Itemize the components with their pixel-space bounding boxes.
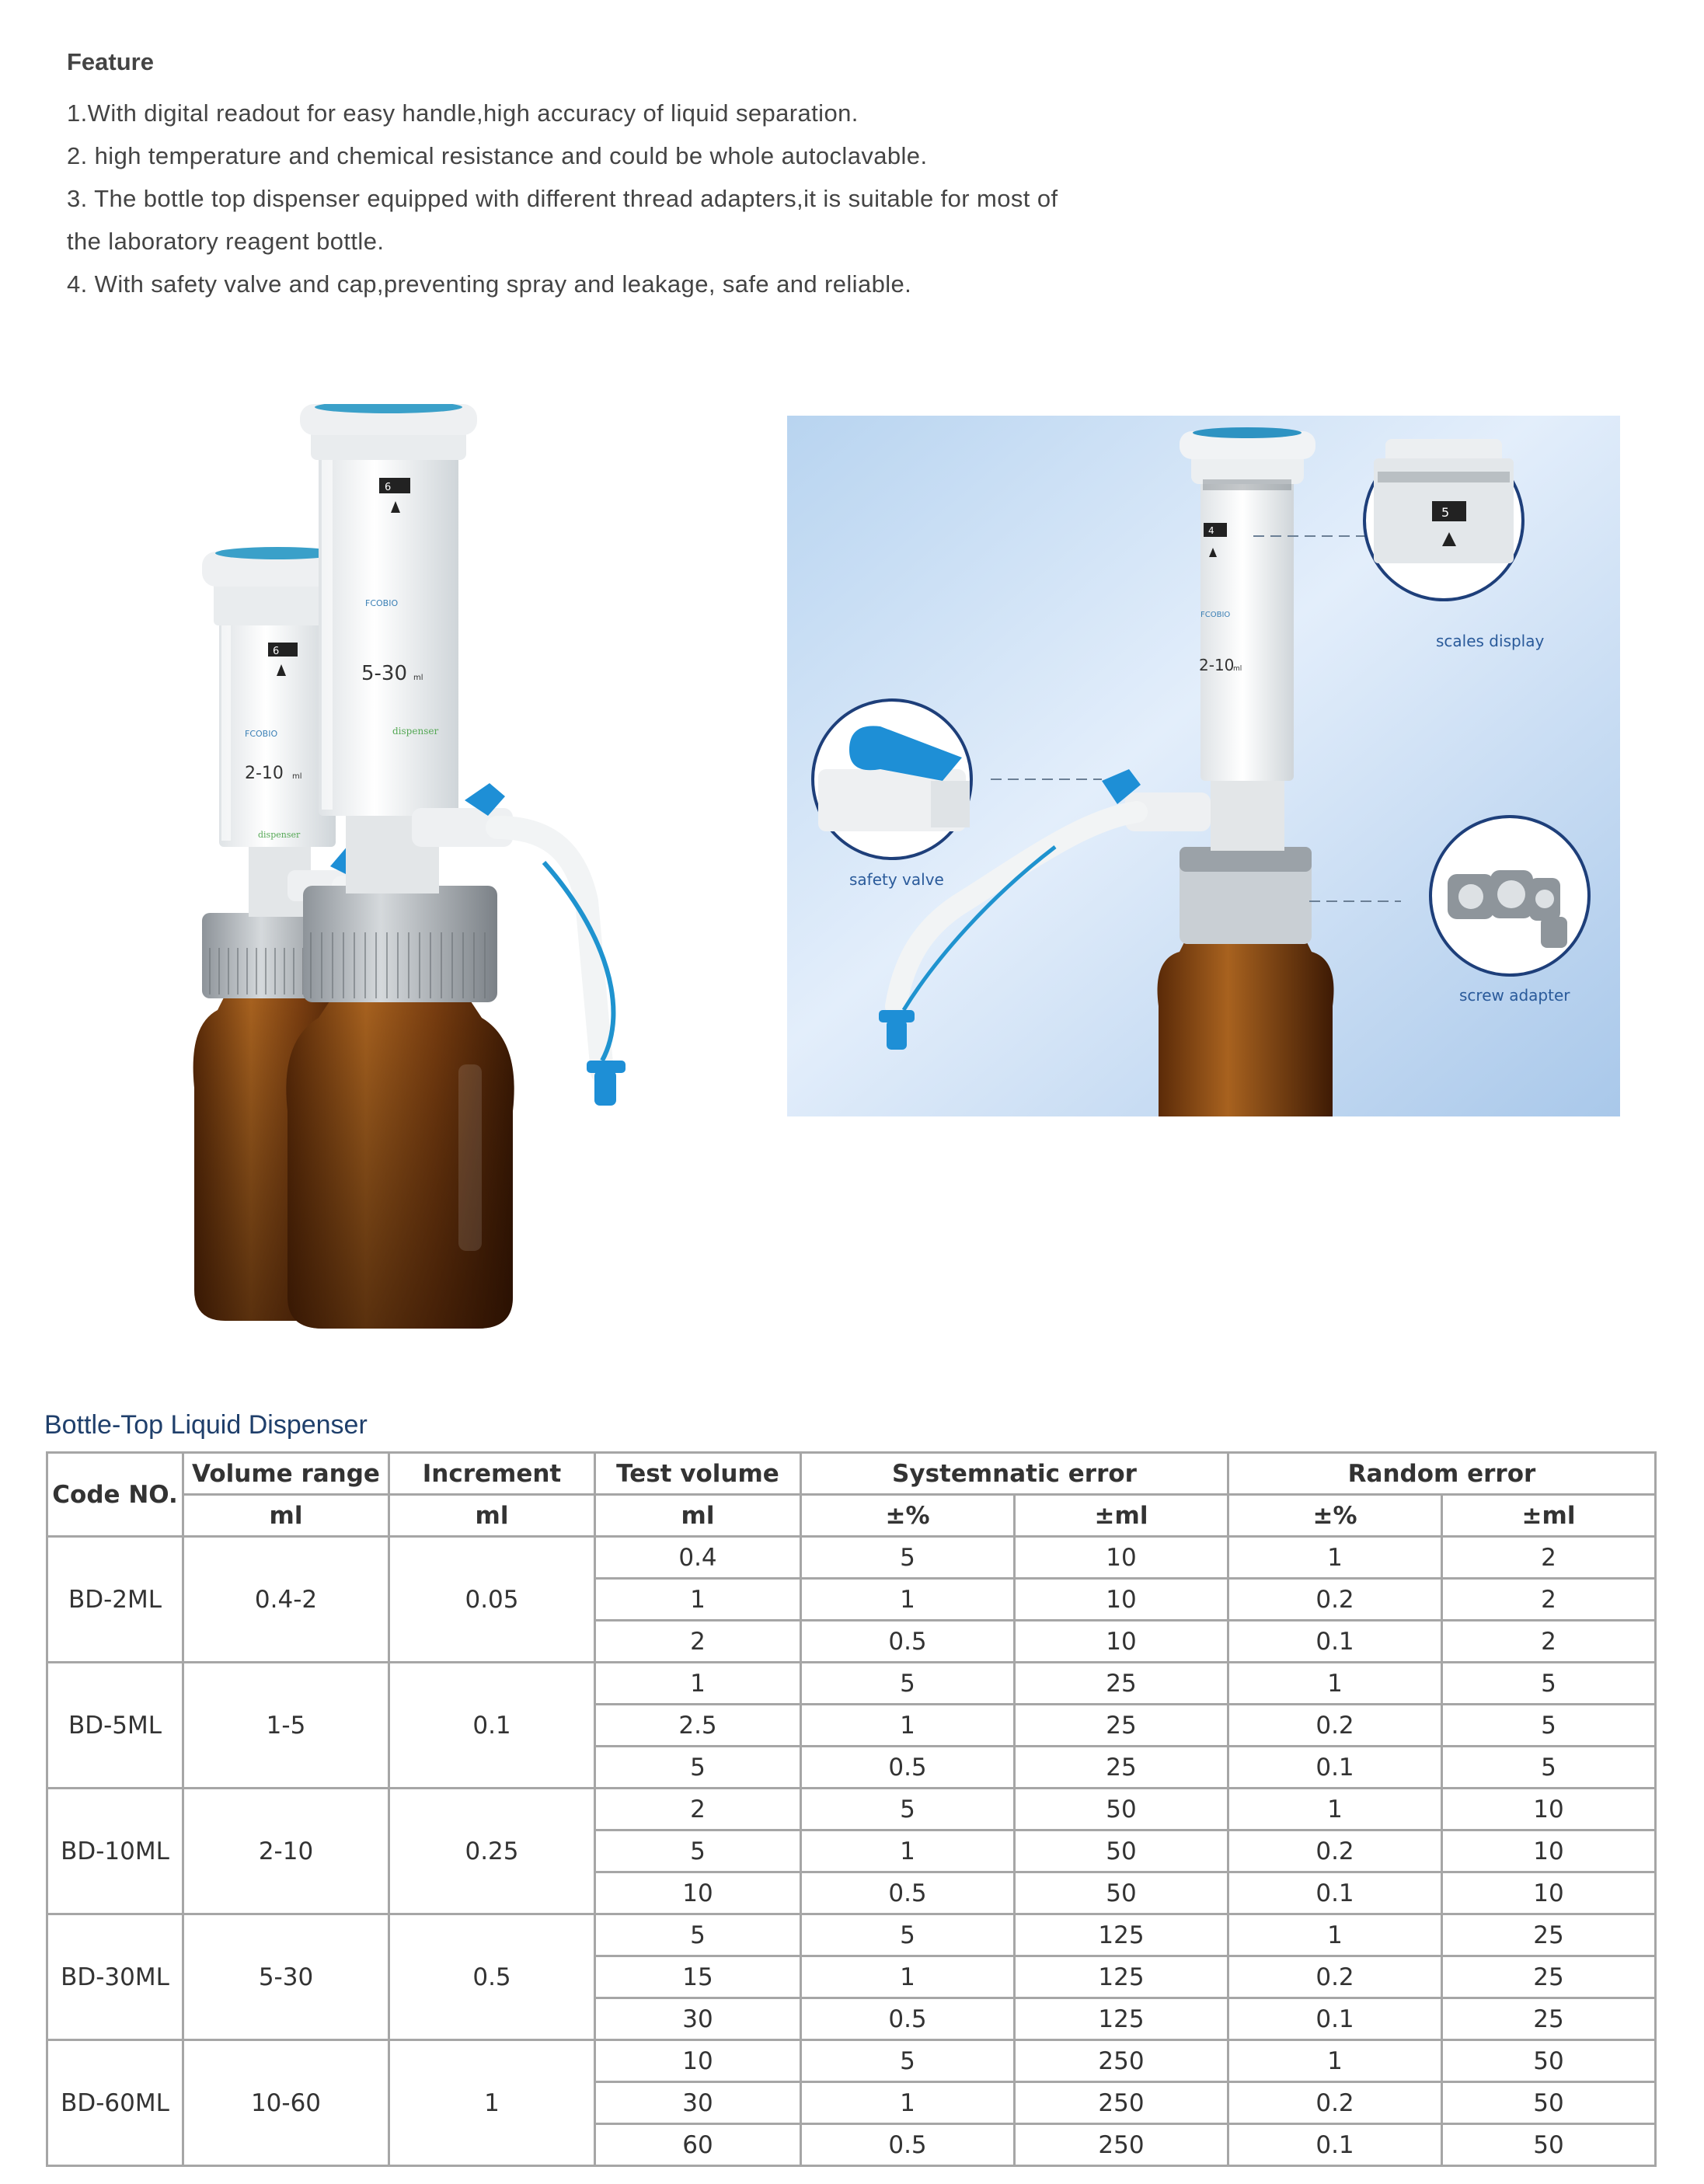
large-dispenser-word: dispenser xyxy=(392,726,439,737)
header-systematic-error: Systemnatic error xyxy=(801,1453,1228,1495)
cell-rand-pct: 0.2 xyxy=(1228,2082,1442,2124)
cell-sys-pct: 0.5 xyxy=(801,2124,1015,2166)
cell-range: 1-5 xyxy=(183,1663,389,1789)
cell-rand-pct: 1 xyxy=(1228,1914,1442,1956)
table-row xyxy=(47,2040,1656,2082)
cell-test: 2.5 xyxy=(595,1705,801,1747)
cell-sys-pct: 0.5 xyxy=(801,1872,1015,1914)
unit-volume: ml xyxy=(183,1495,389,1537)
feature-line-2: 2. high temperature and chemical resistance and could be whole autoclavable. xyxy=(67,142,928,169)
cell-sys-pct: 0.5 xyxy=(801,1998,1015,2040)
large-range-unit: ml xyxy=(413,674,423,682)
cell-rand-ml: 5 xyxy=(1442,1705,1656,1747)
large-range-label: 5-30 xyxy=(361,662,408,685)
feature-section xyxy=(67,48,1178,305)
cell-range: 0.4-2 xyxy=(183,1537,389,1663)
small-display-digit: 6 xyxy=(273,646,280,657)
cell-rand-ml: 10 xyxy=(1442,1789,1656,1830)
cell-rand-ml: 50 xyxy=(1442,2040,1656,2082)
cell-code: BD-30ML xyxy=(47,1914,183,2040)
cell-increment: 0.5 xyxy=(389,1914,595,2040)
feature-line-3: 3. The bottle top dispenser equipped with different thread adapters,it is suitable for most of xyxy=(67,185,1058,212)
feature-heading: Feature xyxy=(67,48,154,75)
cell-rand-pct: 0.1 xyxy=(1228,1872,1442,1914)
cell-test: 15 xyxy=(595,1956,801,1998)
unit-sys-pct: ±% xyxy=(801,1495,1015,1537)
cell-increment: 0.05 xyxy=(389,1537,595,1663)
cell-sys-ml: 25 xyxy=(1015,1663,1228,1705)
cell-sys-pct: 5 xyxy=(801,1537,1015,1579)
photo-right-display: 4 xyxy=(1208,525,1214,536)
cell-sys-ml: 25 xyxy=(1015,1747,1228,1789)
cell-increment: 1 xyxy=(389,2040,595,2166)
cell-rand-ml: 25 xyxy=(1442,1956,1656,1998)
cell-test: 5 xyxy=(595,1914,801,1956)
cell-test: 1 xyxy=(595,1663,801,1705)
cell-test: 30 xyxy=(595,1998,801,2040)
cell-sys-ml: 250 xyxy=(1015,2040,1228,2082)
table-row xyxy=(47,1914,1656,1956)
cell-sys-pct: 0.5 xyxy=(801,1747,1015,1789)
cell-rand-pct: 1 xyxy=(1228,1537,1442,1579)
cell-sys-pct: 1 xyxy=(801,1956,1015,1998)
cell-code: BD-60ML xyxy=(47,2040,183,2166)
cell-rand-pct: 1 xyxy=(1228,2040,1442,2082)
cell-rand-ml: 2 xyxy=(1442,1621,1656,1663)
photo-right-range: 2-10 xyxy=(1199,656,1235,674)
cell-rand-pct: 0.1 xyxy=(1228,1998,1442,2040)
cell-rand-ml: 50 xyxy=(1442,2124,1656,2166)
photo-right-brand: FCOBIO xyxy=(1200,611,1231,619)
large-display-digit: 6 xyxy=(385,482,392,493)
cell-sys-ml: 50 xyxy=(1015,1789,1228,1830)
unit-rand-pct: ±% xyxy=(1228,1495,1442,1537)
cell-sys-pct: 5 xyxy=(801,1914,1015,1956)
cell-test: 10 xyxy=(595,2040,801,2082)
cell-rand-pct: 0.2 xyxy=(1228,1830,1442,1872)
cell-rand-ml: 5 xyxy=(1442,1747,1656,1789)
product-photo-two-dispensers xyxy=(171,404,769,1336)
cell-rand-ml: 10 xyxy=(1442,1830,1656,1872)
cell-rand-ml: 50 xyxy=(1442,2082,1656,2124)
feature-line-4: the laboratory reagent bottle. xyxy=(67,228,385,255)
cell-sys-ml: 10 xyxy=(1015,1579,1228,1621)
cell-code: BD-10ML xyxy=(47,1789,183,1914)
cell-rand-ml: 25 xyxy=(1442,1998,1656,2040)
callout-adapter-label: screw adapter xyxy=(1459,986,1570,1005)
small-range-label: 2-10 xyxy=(245,764,284,783)
cell-sys-ml: 10 xyxy=(1015,1537,1228,1579)
cell-rand-pct: 1 xyxy=(1228,1663,1442,1705)
cell-sys-ml: 25 xyxy=(1015,1705,1228,1747)
cell-sys-ml: 10 xyxy=(1015,1621,1228,1663)
small-dispenser-word: dispenser xyxy=(258,830,301,840)
cell-rand-pct: 0.1 xyxy=(1228,1621,1442,1663)
header-test: Test volume xyxy=(595,1453,801,1495)
zoom-display-digit: 5 xyxy=(1441,505,1450,520)
cell-sys-ml: 125 xyxy=(1015,1956,1228,1998)
cell-code: BD-5ML xyxy=(47,1663,183,1789)
cell-sys-pct: 5 xyxy=(801,1663,1015,1705)
cell-test: 5 xyxy=(595,1747,801,1789)
cell-sys-pct: 1 xyxy=(801,2082,1015,2124)
cell-sys-ml: 250 xyxy=(1015,2124,1228,2166)
callout-scales-label: scales display xyxy=(1436,632,1545,650)
unit-rand-ml: ±ml xyxy=(1442,1495,1656,1537)
unit-increment: ml xyxy=(389,1495,595,1537)
unit-test: ml xyxy=(595,1495,801,1537)
cell-range: 5-30 xyxy=(183,1914,389,2040)
cell-rand-pct: 0.2 xyxy=(1228,1579,1442,1621)
cell-code: BD-2ML xyxy=(47,1537,183,1663)
table-row xyxy=(47,1789,1656,1830)
cell-sys-pct: 1 xyxy=(801,1705,1015,1747)
cell-sys-pct: 5 xyxy=(801,1789,1015,1830)
product-photo-callouts xyxy=(787,416,1620,1116)
cell-sys-ml: 250 xyxy=(1015,2082,1228,2124)
cell-test: 30 xyxy=(595,2082,801,2124)
cell-rand-pct: 1 xyxy=(1228,1789,1442,1830)
cell-increment: 0.25 xyxy=(389,1789,595,1914)
header-increment: Increment xyxy=(389,1453,595,1495)
cell-sys-pct: 1 xyxy=(801,1830,1015,1872)
cell-increment: 0.1 xyxy=(389,1663,595,1789)
table-title: Bottle-Top Liquid Dispenser xyxy=(44,1410,368,1440)
callout-valve-label: safety valve xyxy=(849,870,944,889)
cell-rand-ml: 25 xyxy=(1442,1914,1656,1956)
cell-sys-ml: 125 xyxy=(1015,1998,1228,2040)
cell-sys-ml: 50 xyxy=(1015,1830,1228,1872)
cell-rand-ml: 2 xyxy=(1442,1579,1656,1621)
table-row xyxy=(47,1537,1656,1579)
unit-sys-ml: ±ml xyxy=(1015,1495,1228,1537)
small-range-unit: ml xyxy=(292,772,302,781)
feature-line-5: 4. With safety valve and cap,preventing spray and leakage, safe and reliable. xyxy=(67,270,912,298)
cell-test: 0.4 xyxy=(595,1537,801,1579)
cell-sys-ml: 50 xyxy=(1015,1872,1228,1914)
photo-right-range-unit: ml xyxy=(1233,665,1242,673)
cell-sys-pct: 5 xyxy=(801,2040,1015,2082)
small-brand-label: FCOBIO xyxy=(245,729,278,739)
cell-rand-pct: 0.2 xyxy=(1228,1956,1442,1998)
cell-range: 10-60 xyxy=(183,2040,389,2166)
header-volume: Volume range xyxy=(183,1453,389,1495)
cell-test: 10 xyxy=(595,1872,801,1914)
cell-rand-pct: 0.2 xyxy=(1228,1705,1442,1747)
cell-rand-pct: 0.1 xyxy=(1228,1747,1442,1789)
cell-test: 5 xyxy=(595,1830,801,1872)
header-code: Code NO. xyxy=(47,1453,183,1537)
cell-sys-ml: 125 xyxy=(1015,1914,1228,1956)
cell-range: 2-10 xyxy=(183,1789,389,1914)
cell-rand-ml: 10 xyxy=(1442,1872,1656,1914)
table-row xyxy=(47,1663,1656,1705)
cell-rand-pct: 0.1 xyxy=(1228,2124,1442,2166)
cell-rand-ml: 2 xyxy=(1442,1537,1656,1579)
large-brand-label: FCOBIO xyxy=(365,598,399,608)
cell-sys-pct: 1 xyxy=(801,1579,1015,1621)
cell-test: 2 xyxy=(595,1789,801,1830)
cell-sys-pct: 0.5 xyxy=(801,1621,1015,1663)
header-random-error: Random error xyxy=(1228,1453,1656,1495)
cell-test: 60 xyxy=(595,2124,801,2166)
spec-table xyxy=(46,1451,1657,2167)
cell-rand-ml: 5 xyxy=(1442,1663,1656,1705)
cell-test: 2 xyxy=(595,1621,801,1663)
feature-line-1: 1.With digital readout for easy handle,high accuracy of liquid separation. xyxy=(67,99,859,127)
cell-test: 1 xyxy=(595,1579,801,1621)
